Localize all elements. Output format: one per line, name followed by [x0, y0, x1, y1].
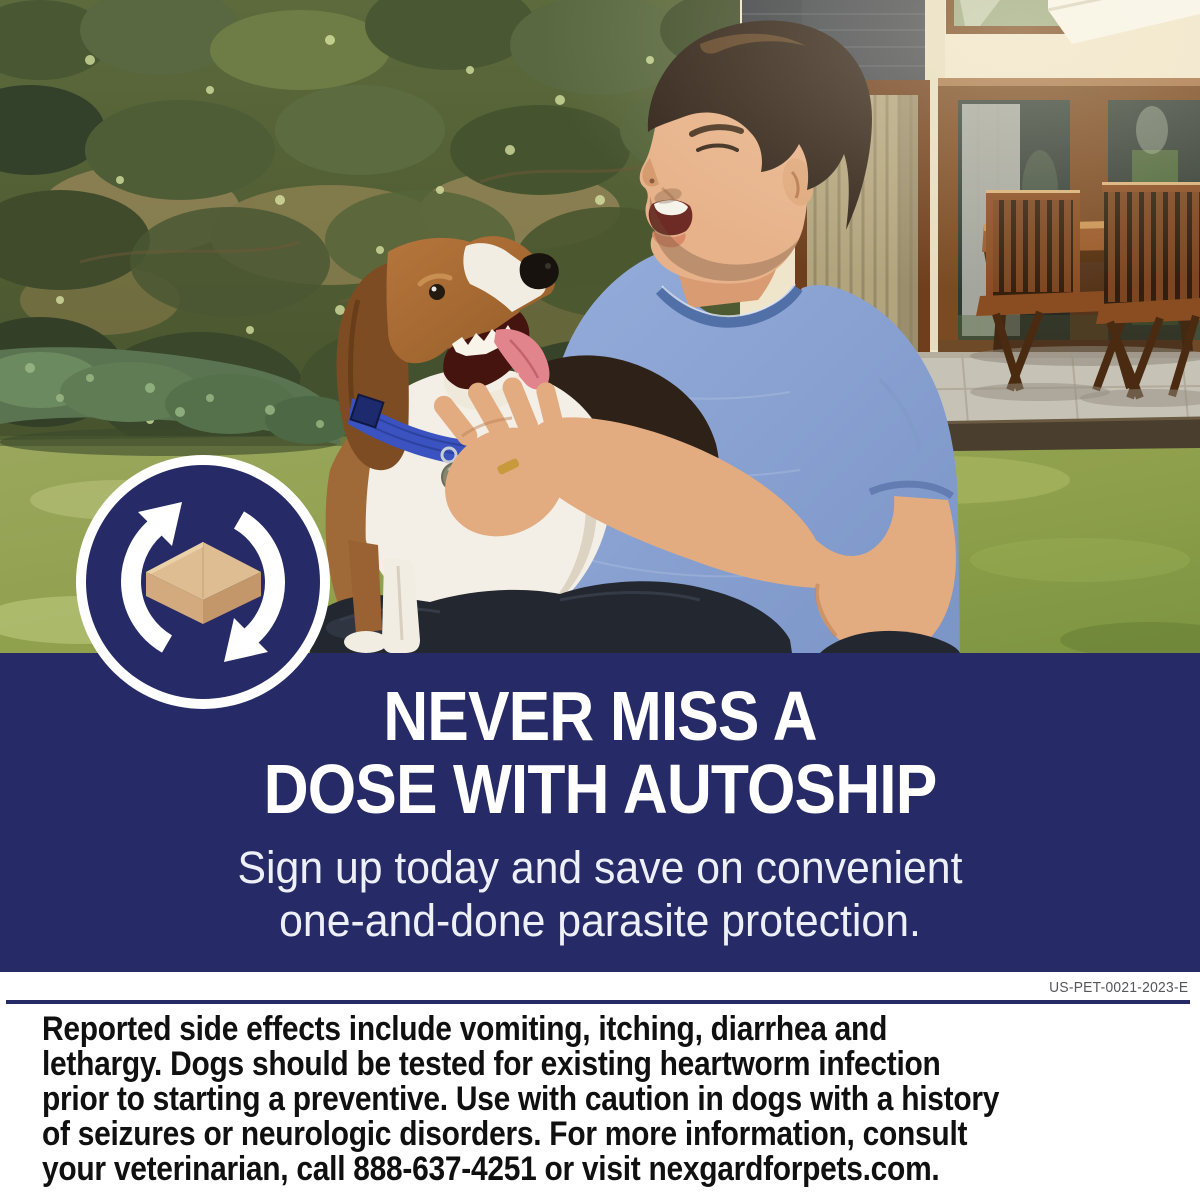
reference-code: US-PET-0021-2023-E	[1048, 979, 1188, 996]
disclaimer-text	[42, 1012, 1174, 1187]
disclaimer-line: of seizures or neurologic disorders. For more information, consult	[42, 1115, 968, 1153]
disclaimer-line: Reported side effects include vomiting, itching, diarrhea and	[42, 1010, 888, 1048]
disclaimer-line: prior to starting a preventive. Use with caution in dogs with a history	[42, 1080, 1000, 1118]
headline-line-2: DOSE WITH AUTOSHIP	[263, 750, 937, 828]
subtext-line-2: one-and-done parasite protection.	[279, 895, 921, 946]
banner-subtext	[0, 841, 1200, 947]
subtext-line-1: Sign up today and save on convenient	[237, 842, 963, 893]
divider-rule	[6, 1000, 1190, 1004]
autoship-refresh-box-icon	[73, 452, 333, 712]
disclaimer-line: your veterinarian, call 888-637-4251 or visit nexgardforpets.com.	[42, 1150, 940, 1188]
autoship-badge	[73, 452, 333, 712]
legal-section	[0, 972, 1200, 1200]
headline-line-1: NEVER MISS A	[383, 677, 817, 755]
disclaimer-line: lethargy. Dogs should be tested for existing heartworm infection	[42, 1045, 941, 1083]
